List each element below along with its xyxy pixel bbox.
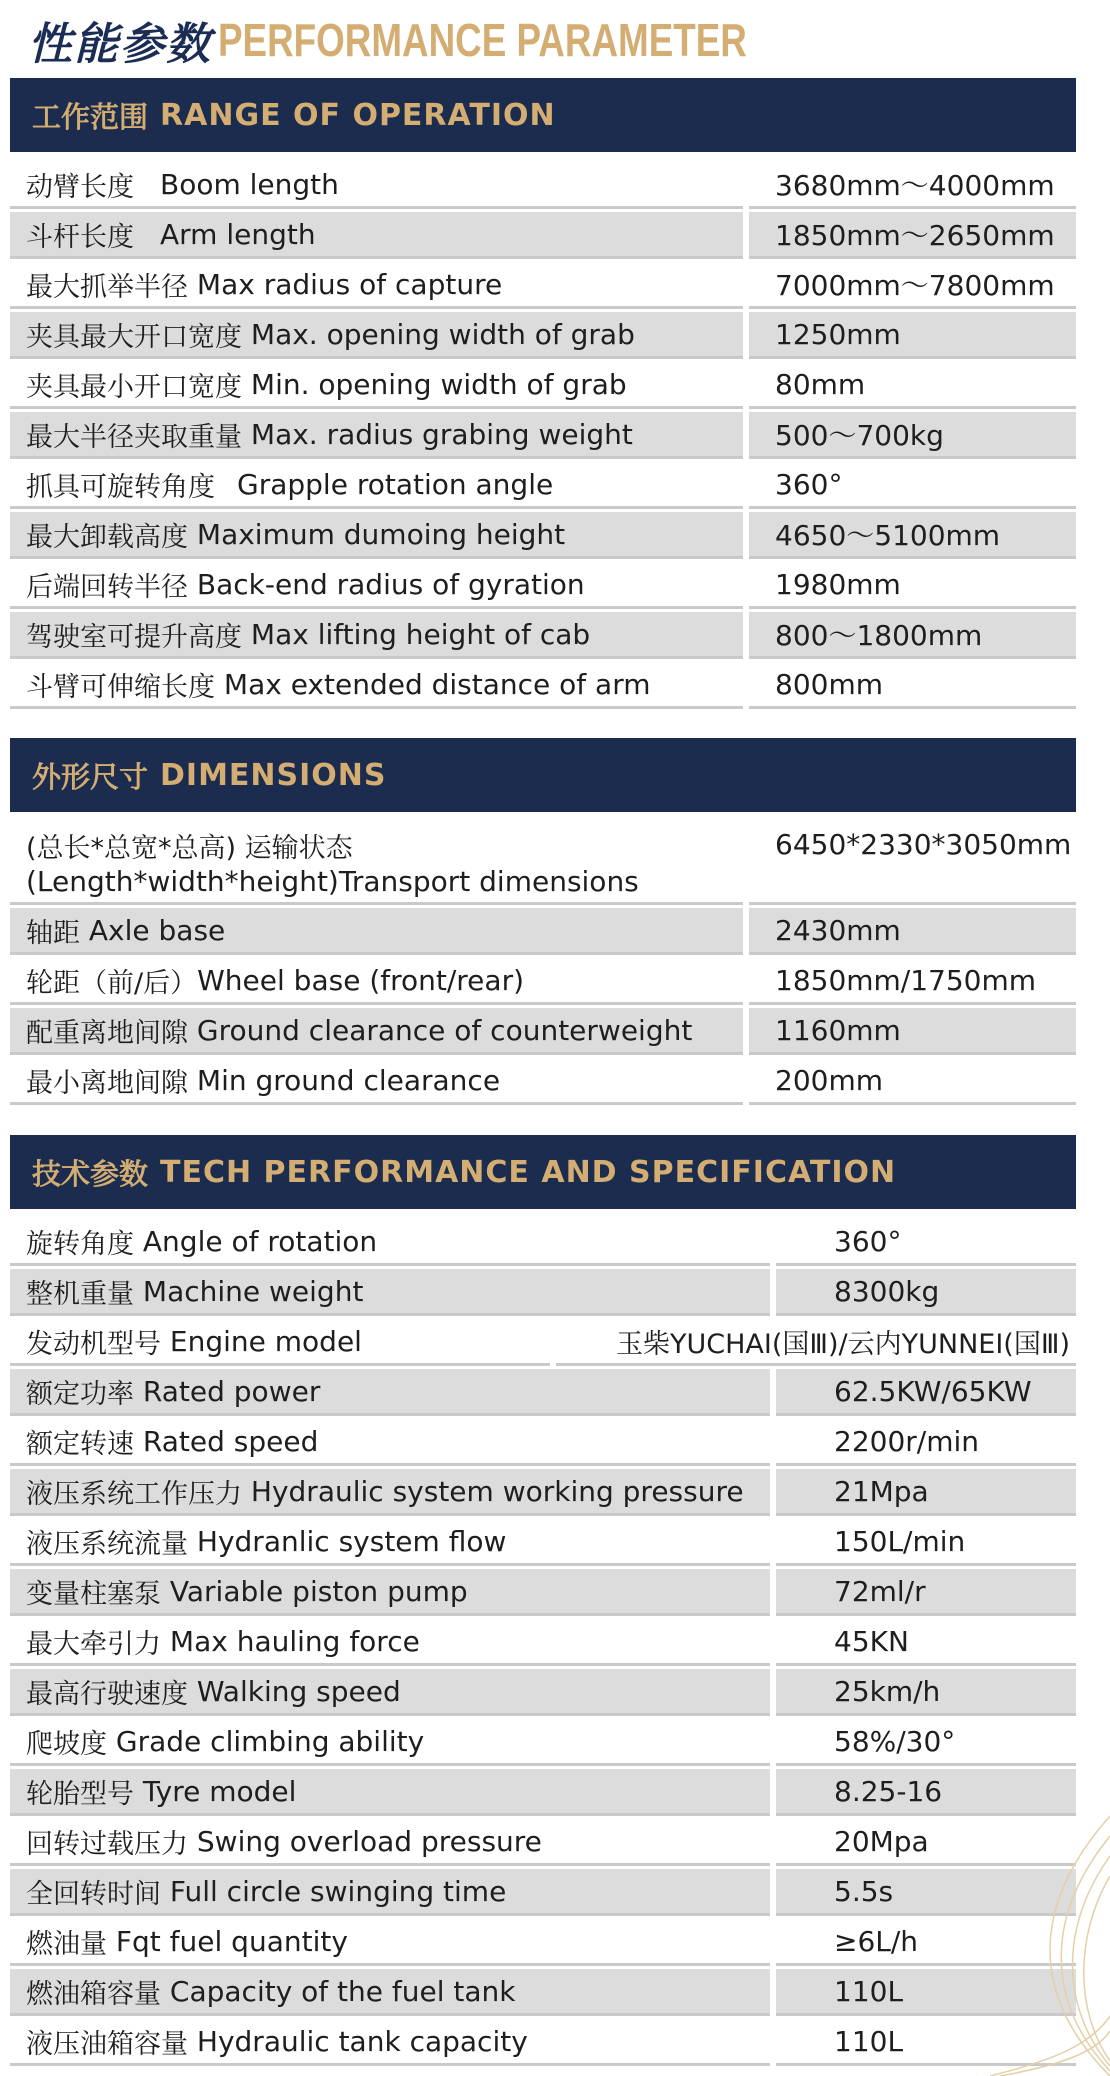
label-en: Rated speed bbox=[142, 1424, 319, 1458]
label-cn: 轮距（前/后） bbox=[26, 967, 198, 999]
label-en: Max. opening width of grab bbox=[250, 317, 635, 351]
label-en: Grade climbing ability bbox=[115, 1724, 425, 1758]
row-value: 200mm bbox=[749, 1058, 1076, 1105]
spec-table bbox=[10, 822, 1076, 1108]
row-value: 4650～5100mm bbox=[749, 512, 1076, 559]
label-en: Maximum dumoing height bbox=[196, 517, 566, 551]
label-cn: 额定功率 bbox=[26, 1378, 134, 1410]
label-en: Full circle swinging time bbox=[169, 1874, 507, 1908]
label-cn: 抓具可旋转角度 bbox=[26, 471, 215, 503]
row-label bbox=[10, 1369, 770, 1416]
table-row bbox=[10, 662, 1076, 712]
table-row bbox=[10, 1008, 1076, 1058]
section-title-en: DIMENSIONS bbox=[160, 757, 387, 793]
label-en: Max radius of capture bbox=[196, 267, 503, 301]
row-value: 1850mm～2650mm bbox=[749, 212, 1076, 259]
row-value: 360° bbox=[776, 1219, 1076, 1266]
table-row bbox=[10, 2019, 1076, 2069]
section-title-cn: 外形尺寸 bbox=[32, 759, 149, 794]
row-label bbox=[10, 1469, 770, 1516]
label-en: Ground clearance of counterweight bbox=[196, 1013, 693, 1047]
row-value: 7000mm～7800mm bbox=[749, 262, 1076, 309]
label-cn: 斗臂可伸缩长度 bbox=[26, 671, 215, 703]
section-title-en: RANGE OF OPERATION bbox=[160, 97, 556, 133]
table-row bbox=[10, 908, 1076, 958]
table-row bbox=[10, 162, 1076, 212]
table-row bbox=[10, 1669, 1076, 1719]
row-value: 3680mm～4000mm bbox=[749, 162, 1076, 209]
label-en: Max lifting height of cab bbox=[250, 617, 591, 651]
row-value: 110L bbox=[776, 2019, 1076, 2066]
row-value: 80mm bbox=[749, 362, 1076, 409]
label-en: Walking speed bbox=[196, 1674, 401, 1708]
label-cn: 最小离地间隙 bbox=[26, 1067, 188, 1099]
row-label bbox=[10, 1819, 770, 1866]
page-title-en: PERFORMANCE PARAMETER bbox=[218, 14, 747, 66]
table-row bbox=[10, 1719, 1076, 1769]
row-value: 1980mm bbox=[749, 562, 1076, 609]
section-title-en: TECH PERFORMANCE AND SPECIFICATION bbox=[160, 1154, 897, 1190]
row-value: 58%/30° bbox=[776, 1719, 1076, 1766]
row-label bbox=[10, 908, 743, 955]
row-label bbox=[10, 662, 743, 709]
table-row bbox=[10, 1419, 1076, 1469]
table-row bbox=[10, 262, 1076, 312]
label-en: Variable piston pump bbox=[169, 1574, 468, 1608]
table-row bbox=[10, 362, 1076, 412]
table-row bbox=[10, 212, 1076, 262]
table-row bbox=[10, 1869, 1076, 1919]
row-value: 6450*2330*3050mm bbox=[749, 822, 1076, 905]
row-value: 1160mm bbox=[749, 1008, 1076, 1055]
row-label bbox=[10, 1319, 550, 1366]
section-tech-performance bbox=[10, 1135, 1076, 2069]
table-row bbox=[10, 1469, 1076, 1519]
row-label bbox=[10, 1269, 770, 1316]
label-en: Fqt fuel quantity bbox=[115, 1924, 348, 1958]
row-label bbox=[10, 512, 743, 559]
label-cn: 最大牵引力 bbox=[26, 1628, 161, 1660]
label-cn: 斗杆长度 bbox=[26, 221, 134, 253]
section-header bbox=[10, 738, 1076, 812]
row-label bbox=[10, 462, 743, 509]
table-row bbox=[10, 1919, 1076, 1969]
table-row bbox=[10, 958, 1076, 1008]
row-value: 21Mpa bbox=[776, 1469, 1076, 1516]
table-row bbox=[10, 512, 1076, 562]
row-value: 20Mpa bbox=[776, 1819, 1076, 1866]
label-cn: 最高行驶速度 bbox=[26, 1678, 188, 1710]
table-row bbox=[10, 1369, 1076, 1419]
table-row bbox=[10, 462, 1076, 512]
label-cn: 燃油箱容量 bbox=[26, 1978, 161, 2010]
row-value: 8300kg bbox=[776, 1269, 1076, 1316]
row-value: 45KN bbox=[776, 1619, 1076, 1666]
row-value: 5.5s bbox=[776, 1869, 1076, 1916]
label-en: Wheel base (front/rear) bbox=[197, 963, 525, 997]
label-en: Capacity of the fuel tank bbox=[169, 1974, 516, 2008]
row-label bbox=[10, 1769, 770, 1816]
table-row bbox=[10, 1769, 1076, 1819]
table-row bbox=[10, 1569, 1076, 1619]
table-row bbox=[10, 562, 1076, 612]
row-value: 360° bbox=[749, 462, 1076, 509]
row-label bbox=[10, 1869, 770, 1916]
table-row bbox=[10, 1269, 1076, 1319]
section-title-cn: 技术参数 bbox=[32, 1156, 149, 1191]
row-value: 72ml/r bbox=[776, 1569, 1076, 1616]
section-header bbox=[10, 78, 1076, 152]
label-en: Rated power bbox=[142, 1374, 321, 1408]
table-row bbox=[10, 1319, 1076, 1369]
label-cn: 爬坡度 bbox=[26, 1728, 107, 1760]
label-cn: 夹具最小开口宽度 bbox=[26, 371, 242, 403]
label-en: Max hauling force bbox=[169, 1624, 420, 1658]
table-row bbox=[10, 412, 1076, 462]
label-cn: 液压油箱容量 bbox=[26, 2028, 188, 2060]
spec-table bbox=[10, 162, 1076, 712]
section-header bbox=[10, 1135, 1076, 1209]
row-label bbox=[10, 212, 743, 259]
row-value: ≥6L/h bbox=[776, 1919, 1076, 1966]
label-en: Tyre model bbox=[142, 1774, 297, 1808]
row-label bbox=[10, 1569, 770, 1616]
label-cn: 最大半径夹取重量 bbox=[26, 421, 242, 453]
label-en: Machine weight bbox=[142, 1274, 364, 1308]
table-row bbox=[10, 1058, 1076, 1108]
label-cn: 液压系统流量 bbox=[26, 1528, 188, 1560]
label-en: Hydranlic system flow bbox=[196, 1524, 507, 1558]
label-cn: 轴距 bbox=[26, 917, 80, 949]
row-label bbox=[10, 1619, 770, 1666]
row-value: 玉柴YUCHAI(国Ⅲ)/云内YUNNEI(国Ⅲ) bbox=[556, 1319, 1076, 1366]
row-label bbox=[10, 362, 743, 409]
row-label bbox=[10, 1969, 770, 2016]
label-en: Engine model bbox=[169, 1324, 362, 1358]
row-value: 62.5KW/65KW bbox=[776, 1369, 1076, 1416]
label-en: Min ground clearance bbox=[196, 1063, 501, 1097]
label-en: Hydraulic tank capacity bbox=[196, 2024, 528, 2058]
label-cn: 驾驶室可提升高度 bbox=[26, 621, 242, 653]
row-value: 2200r/min bbox=[776, 1419, 1076, 1466]
row-label bbox=[10, 312, 743, 359]
row-label bbox=[10, 1669, 770, 1716]
label-cn: 最大卸载高度 bbox=[26, 521, 188, 553]
spec-table bbox=[10, 1219, 1076, 2069]
table-row bbox=[10, 1819, 1076, 1869]
label-en: Arm length bbox=[160, 217, 316, 251]
label-cn: 后端回转半径 bbox=[26, 571, 188, 603]
label-en: Boom length bbox=[160, 167, 339, 201]
table-row bbox=[10, 1969, 1076, 2019]
label-en: Grapple rotation angle bbox=[237, 467, 554, 501]
label-en: Swing overload pressure bbox=[196, 1824, 542, 1858]
label-cn: 动臂长度 bbox=[26, 171, 134, 203]
row-value: 800～1800mm bbox=[749, 612, 1076, 659]
row-label bbox=[10, 162, 743, 209]
page-title bbox=[28, 10, 879, 70]
label-en: Max extended distance of arm bbox=[223, 667, 651, 701]
row-label bbox=[10, 958, 743, 1005]
label-cn: 配重离地间隙 bbox=[26, 1017, 188, 1049]
label-cn: 发动机型号 bbox=[26, 1328, 161, 1360]
label-cn: 最大抓举半径 bbox=[26, 271, 188, 303]
label-cn: 额定转速 bbox=[26, 1428, 134, 1460]
row-label bbox=[10, 2019, 770, 2066]
table-row bbox=[10, 822, 1076, 908]
section-title-cn: 工作范围 bbox=[32, 99, 149, 134]
label-cn: 轮胎型号 bbox=[26, 1778, 134, 1810]
table-row bbox=[10, 1619, 1076, 1669]
table-row bbox=[10, 1219, 1076, 1269]
label-en: Min. opening width of grab bbox=[250, 367, 627, 401]
row-value: 500～700kg bbox=[749, 412, 1076, 459]
row-label bbox=[10, 1919, 770, 1966]
table-row bbox=[10, 312, 1076, 362]
label-en: Max. radius grabing weight bbox=[250, 417, 633, 451]
row-label bbox=[10, 1519, 770, 1566]
page-title-cn: 性能参数 bbox=[28, 19, 212, 70]
row-label bbox=[10, 412, 743, 459]
row-label bbox=[10, 1719, 770, 1766]
label-en: Back-end radius of gyration bbox=[196, 567, 585, 601]
table-row bbox=[10, 612, 1076, 662]
section-range-of-operation bbox=[10, 78, 1076, 712]
row-label bbox=[10, 822, 743, 905]
label-en: Hydraulic system working pressure bbox=[250, 1474, 744, 1508]
row-value: 110L bbox=[776, 1969, 1076, 2016]
row-value: 8.25-16 bbox=[776, 1769, 1076, 1816]
label-cn: 夹具最大开口宽度 bbox=[26, 321, 242, 353]
row-label bbox=[10, 262, 743, 309]
label-en: Axle base bbox=[88, 913, 226, 947]
label-cn: 整机重量 bbox=[26, 1278, 134, 1310]
label-en: (Length*width*height)Transport dimensions bbox=[26, 865, 639, 898]
section-dimensions bbox=[10, 738, 1076, 1108]
label-cn: 全回转时间 bbox=[26, 1878, 161, 1910]
row-value: 1250mm bbox=[749, 312, 1076, 359]
table-row bbox=[10, 1519, 1076, 1569]
row-label bbox=[10, 1419, 770, 1466]
label-cn: 变量柱塞泵 bbox=[26, 1578, 161, 1610]
label-cn: 液压系统工作压力 bbox=[26, 1478, 242, 1510]
label-cn: 回转过载压力 bbox=[26, 1828, 188, 1860]
row-label bbox=[10, 1008, 743, 1055]
label-cn: (总长*总宽*总高) 运输状态 bbox=[26, 833, 353, 864]
row-label bbox=[10, 1219, 770, 1266]
label-en: Angle of rotation bbox=[142, 1224, 378, 1258]
row-value: 150L/min bbox=[776, 1519, 1076, 1566]
row-label bbox=[10, 612, 743, 659]
label-cn: 燃油量 bbox=[26, 1928, 107, 1960]
row-value: 800mm bbox=[749, 662, 1076, 709]
row-label bbox=[10, 562, 743, 609]
label-cn: 旋转角度 bbox=[26, 1228, 134, 1260]
row-value: 1850mm/1750mm bbox=[749, 958, 1076, 1005]
row-value: 25km/h bbox=[776, 1669, 1076, 1716]
row-label bbox=[10, 1058, 743, 1105]
row-value: 2430mm bbox=[749, 908, 1076, 955]
